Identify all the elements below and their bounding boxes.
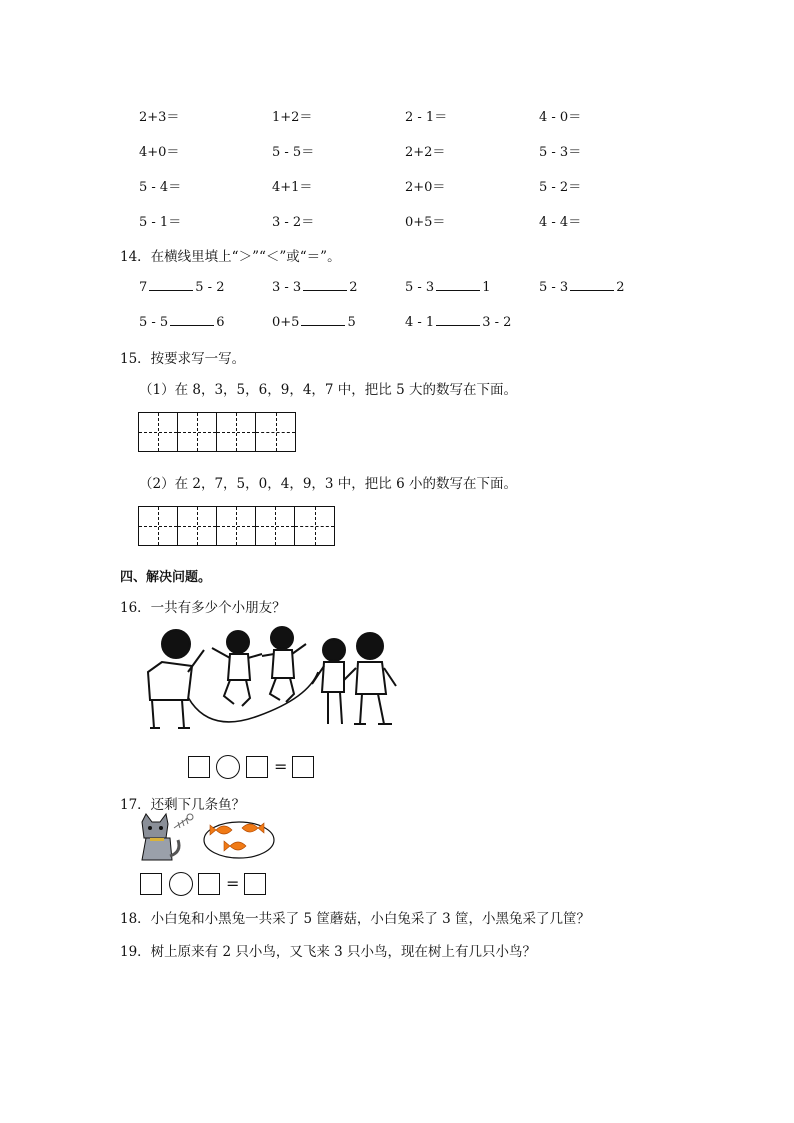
- answer-blank[interactable]: [170, 314, 214, 326]
- grid-cell[interactable]: [139, 507, 178, 545]
- answer-box[interactable]: [292, 756, 314, 778]
- answer-blank[interactable]: [301, 314, 345, 326]
- arith-r0c2: 2 - 1＝: [405, 110, 448, 125]
- grid-cell[interactable]: [295, 507, 334, 545]
- answer-blank[interactable]: [303, 279, 347, 291]
- compare-item: [405, 279, 490, 295]
- q15-part2: （2）在 2，7，5，0，4，9，3 中，把比 6 小的数写在下面。: [139, 476, 517, 492]
- compare-item: [539, 279, 624, 295]
- q17-title: 17．还剩下几条鱼？: [120, 797, 246, 813]
- cat-icon: [142, 814, 179, 860]
- compare-right: 6: [216, 315, 225, 330]
- compare-right: 3 - 2: [482, 315, 512, 330]
- q15-part1: （1）在 8，3，5，6，9，4，7 中，把比 5 大的数写在下面。: [139, 382, 517, 398]
- compare-right: 5 - 2: [195, 280, 225, 295]
- compare-left: 3 - 3: [272, 280, 302, 295]
- compare-item: [139, 279, 224, 295]
- answer-box[interactable]: [188, 756, 210, 778]
- operator-circle[interactable]: [216, 755, 240, 779]
- arith-r2c3: 5 - 2＝: [539, 180, 582, 195]
- grid-cell[interactable]: [256, 507, 295, 545]
- grid-cell[interactable]: [178, 507, 217, 545]
- equals-sign: =: [274, 757, 288, 776]
- answer-box[interactable]: [244, 873, 266, 895]
- grid-cell[interactable]: [217, 507, 256, 545]
- fish-bone-icon: [174, 814, 193, 828]
- compare-item: [272, 314, 356, 330]
- answer-blank[interactable]: [570, 279, 614, 291]
- arith-r0c0: 2+3＝: [139, 110, 180, 125]
- compare-left: 4 - 1: [405, 315, 435, 330]
- arith-r3c2: 0+5＝: [405, 215, 446, 230]
- q15-title: 15．按要求写一写。: [120, 351, 246, 367]
- arith-r1c1: 5 - 5＝: [272, 145, 315, 160]
- compare-left: 0+5: [272, 315, 300, 330]
- compare-right: 2: [349, 280, 358, 295]
- q18-text: 18．小白兔和小黑兔一共采了 5 筐蘑菇，小白兔采了 3 筐，小黑兔采了几筐？: [120, 911, 591, 927]
- compare-right: 5: [347, 315, 356, 330]
- arith-r3c0: 5 - 1＝: [139, 215, 182, 230]
- compare-item: [272, 279, 357, 295]
- compare-right: 1: [482, 280, 491, 295]
- cat-and-fish-illustration: [136, 812, 276, 868]
- arith-r1c3: 5 - 3＝: [539, 145, 582, 160]
- arith-r1c0: 4+0＝: [139, 145, 180, 160]
- jump-rope-children-illustration: [138, 620, 404, 738]
- arith-r3c1: 3 - 2＝: [272, 215, 315, 230]
- writing-grid-1[interactable]: [138, 412, 296, 452]
- section-heading: 四、解决问题。: [120, 570, 212, 585]
- compare-item: [405, 314, 511, 330]
- compare-left: 5 - 3: [539, 280, 569, 295]
- arith-r2c0: 5 - 4＝: [139, 180, 182, 195]
- grid-cell[interactable]: [139, 413, 178, 451]
- answer-box[interactable]: [246, 756, 268, 778]
- answer-blank[interactable]: [436, 314, 480, 326]
- compare-left: 5 - 3: [405, 280, 435, 295]
- equals-sign: =: [226, 874, 240, 893]
- q14-title: 14．在横线里填上“＞”“＜”或“＝”。: [120, 249, 341, 265]
- arith-r1c2: 2+2＝: [405, 145, 446, 160]
- compare-left: 5 - 5: [139, 315, 169, 330]
- arith-r3c3: 4 - 4＝: [539, 215, 582, 230]
- compare-left: 7: [139, 280, 148, 295]
- writing-grid-2[interactable]: [138, 506, 335, 546]
- operator-circle[interactable]: [169, 872, 193, 896]
- arith-r2c2: 2+0＝: [405, 180, 446, 195]
- arith-r2c1: 4+1＝: [272, 180, 313, 195]
- grid-cell[interactable]: [217, 413, 256, 451]
- grid-cell[interactable]: [256, 413, 295, 451]
- q16-title: 16．一共有多少个小朋友？: [120, 600, 286, 616]
- answer-box[interactable]: [140, 873, 162, 895]
- grid-cell[interactable]: [178, 413, 217, 451]
- compare-right: 2: [616, 280, 625, 295]
- compare-item: [139, 314, 224, 330]
- answer-blank[interactable]: [436, 279, 480, 291]
- q19-text: 19．树上原来有 2 只小鸟，又飞来 3 只小鸟，现在树上有几只小鸟？: [120, 944, 537, 960]
- arith-r0c3: 4 - 0＝: [539, 110, 582, 125]
- arith-r0c1: 1+2＝: [272, 110, 313, 125]
- answer-blank[interactable]: [149, 279, 193, 291]
- answer-box[interactable]: [198, 873, 220, 895]
